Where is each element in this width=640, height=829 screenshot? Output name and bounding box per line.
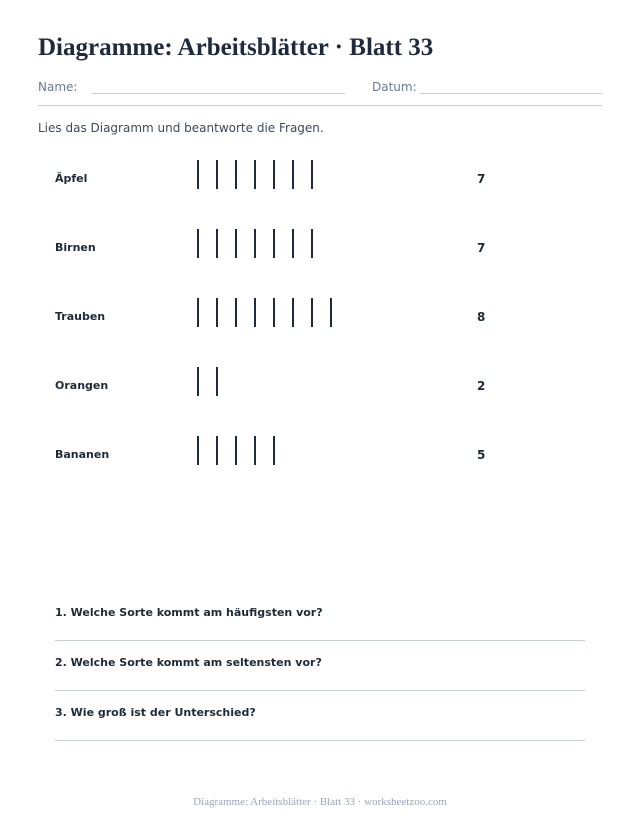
- tally-mark: [197, 367, 199, 396]
- count-label: 7: [477, 172, 486, 186]
- tally-mark: [254, 160, 256, 189]
- tally-mark: [292, 298, 294, 327]
- date-label: Datum:: [372, 80, 417, 94]
- tally-mark: [273, 298, 275, 327]
- tally-mark: [197, 298, 199, 327]
- footer: Diagramme: Arbeitsblätter · Blatt 33 · worksheetzoo.com: [193, 796, 447, 808]
- tally-mark: [197, 160, 199, 189]
- chart-row: [0, 160, 640, 200]
- page-title: Diagramme: Arbeitsblätter · Blatt 33: [38, 34, 434, 61]
- question-text: 1. Welche Sorte kommt am häufigsten vor?: [55, 606, 323, 619]
- tally-mark: [311, 298, 313, 327]
- answer-line[interactable]: [55, 690, 585, 691]
- count-label: 5: [477, 448, 486, 462]
- category-label: Äpfel: [55, 172, 88, 185]
- chart-row: [0, 298, 640, 338]
- category-label: Birnen: [55, 241, 96, 254]
- tally-mark: [235, 436, 237, 465]
- answer-line[interactable]: [55, 640, 585, 641]
- question-text: 3. Wie groß ist der Unterschied?: [55, 706, 256, 719]
- category-label: Orangen: [55, 379, 109, 392]
- count-label: 7: [477, 241, 486, 255]
- name-label: Name:: [38, 80, 78, 94]
- tally-mark: [254, 229, 256, 258]
- tally-mark: [254, 298, 256, 327]
- tally-mark: [235, 229, 237, 258]
- chart-row: [0, 436, 640, 476]
- tally-mark: [273, 229, 275, 258]
- answer-line[interactable]: [55, 740, 585, 741]
- category-label: Trauben: [55, 310, 106, 323]
- tally-mark: [273, 160, 275, 189]
- tally-mark: [216, 229, 218, 258]
- tally-mark: [292, 160, 294, 189]
- tally-mark: [292, 229, 294, 258]
- tally-mark: [311, 160, 313, 189]
- count-label: 2: [477, 379, 486, 393]
- tally-mark: [311, 229, 313, 258]
- tally-mark: [235, 160, 237, 189]
- tally-mark: [216, 160, 218, 189]
- instructions: Lies das Diagramm und beantworte die Fragen.: [38, 121, 324, 135]
- tally-mark: [197, 229, 199, 258]
- tally-mark: [216, 436, 218, 465]
- category-label: Bananen: [55, 448, 110, 461]
- tally-mark: [216, 367, 218, 396]
- chart-row: [0, 229, 640, 269]
- tally-mark: [197, 436, 199, 465]
- tally-mark: [330, 298, 332, 327]
- tally-mark: [235, 298, 237, 327]
- count-label: 8: [477, 310, 486, 324]
- tally-mark: [216, 298, 218, 327]
- tally-mark: [254, 436, 256, 465]
- header-divider: [38, 105, 602, 106]
- question-text: 2. Welche Sorte kommt am seltensten vor?: [55, 656, 322, 669]
- tally-mark: [273, 436, 275, 465]
- name-field[interactable]: [92, 93, 345, 94]
- date-field[interactable]: [420, 93, 602, 94]
- chart-row: [0, 367, 640, 407]
